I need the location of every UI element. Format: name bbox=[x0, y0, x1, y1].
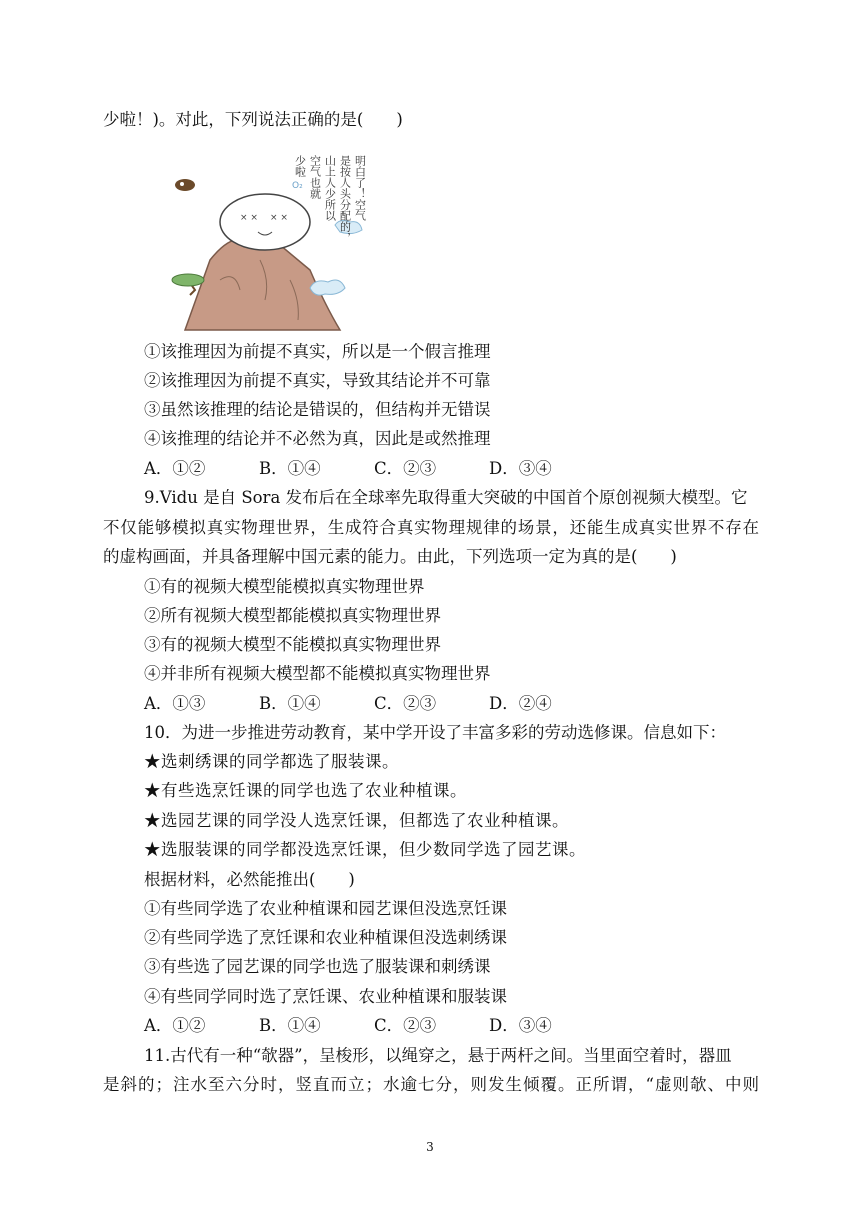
q10-fact-3: ★选园艺课的同学没人选烹饪课，但都选了农业种植课。 bbox=[144, 811, 569, 830]
q9-statement-2: ②所有视频大模型都能模拟真实物理世界 bbox=[144, 606, 441, 625]
q11-line-2: 是斜的；注水至六分时，竖直而立；水逾七分，则发生倾覆。正所谓，“虚则欹、中则 bbox=[103, 1075, 759, 1094]
q9-line-3: 的虚构画面，并具备理解中国元素的能力。由此，下列选项一定为真的是( ) bbox=[103, 547, 677, 566]
q10-option-d[interactable]: D．③④ bbox=[489, 1016, 552, 1035]
q8-statement-4: ④该推理的结论并不必然为真，因此是或然推理 bbox=[144, 429, 491, 448]
q9-option-d[interactable]: D．②④ bbox=[489, 694, 552, 713]
q10-question: 根据材料，必然能推出( ) bbox=[144, 870, 355, 889]
q9-option-c[interactable]: C．②③ bbox=[374, 694, 437, 713]
q8-statement-1: ①该推理因为前提不真实，所以是一个假言推理 bbox=[144, 342, 491, 361]
q8-option-b[interactable]: B．①④ bbox=[259, 459, 321, 478]
cartoon-caption-3: 山上人少所以 bbox=[323, 155, 337, 221]
q9-line-2: 不仅能够模拟真实物理世界，生成符合真实物理规律的场景，还能生成真实世界不存在 bbox=[103, 518, 759, 537]
cartoon-caption-4: 空气也就 bbox=[308, 155, 322, 199]
q9-statement-1: ①有的视频大模型能模拟真实物理世界 bbox=[144, 577, 425, 596]
q9-statement-4: ④并非所有视频大模型都不能模拟真实物理世界 bbox=[144, 664, 491, 683]
svg-text:× ×: × × bbox=[270, 213, 288, 223]
o2-label: O₂ bbox=[292, 181, 303, 191]
cartoon-caption-1: 明白了！空气 bbox=[353, 155, 367, 221]
page-number: 3 bbox=[426, 1140, 434, 1154]
q10-statement-1: ①有些同学选了农业种植课和园艺课但没选烹饪课 bbox=[144, 899, 507, 918]
q8-option-d[interactable]: D．③④ bbox=[489, 459, 552, 478]
cartoon-caption-2: 是按人头分配的， bbox=[338, 155, 352, 243]
q11-line-1: 11.古代有一种“欹器”，呈梭形，以绳穿之，悬于两杆之间。当里面空着时，器皿 bbox=[144, 1046, 732, 1065]
q10-options bbox=[144, 1016, 604, 1036]
q10-fact-2: ★有些选烹饪课的同学也选了农业种植课。 bbox=[144, 781, 467, 800]
q8-statement-3: ③虽然该推理的结论是错误的，但结构并无错误 bbox=[144, 400, 491, 419]
q10-statement-3: ③有些选了园艺课的同学也选了服装课和刺绣课 bbox=[144, 957, 491, 976]
q10-stem: 10．为进一步推进劳动教育，某中学开设了丰富多彩的劳动选修课。信息如下： bbox=[144, 723, 726, 742]
cartoon-illustration bbox=[140, 140, 375, 335]
q10-option-c[interactable]: C．②③ bbox=[374, 1016, 437, 1035]
q8-statement-2: ②该推理因为前提不真实，导致其结论并不可靠 bbox=[144, 371, 491, 390]
q10-option-a[interactable]: A．①② bbox=[144, 1016, 206, 1035]
q10-statement-4: ④有些同学同时选了烹饪课、农业种植课和服装课 bbox=[144, 987, 507, 1006]
q10-fact-4: ★选服装课的同学都没选烹饪课，但少数同学选了园艺课。 bbox=[144, 840, 586, 859]
q9-option-b[interactable]: B．①④ bbox=[259, 694, 321, 713]
q9-line-1: 9.Vidu 是自 Sora 发布后在全球率先取得重大突破的中国首个原创视频大模型。它 bbox=[144, 488, 748, 507]
q8-option-c[interactable]: C．②③ bbox=[374, 459, 437, 478]
q9-option-a[interactable]: A．①③ bbox=[144, 694, 206, 713]
intro-line: 少啦！)。对此，下列说法正确的是( ) bbox=[103, 110, 403, 129]
q9-statement-3: ③有的视频大模型不能模拟真实物理世界 bbox=[144, 635, 441, 654]
q10-fact-1: ★选刺绣课的同学都选了服装课。 bbox=[144, 752, 399, 771]
cartoon-caption-5: 少啦 bbox=[293, 155, 307, 177]
q10-statement-2: ②有些同学选了烹饪课和农业种植课但没选刺绣课 bbox=[144, 928, 507, 947]
svg-text:× ×: × × bbox=[240, 213, 258, 223]
q8-option-a[interactable]: A．①② bbox=[144, 459, 206, 478]
q10-option-b[interactable]: B．①④ bbox=[259, 1016, 321, 1035]
q9-options bbox=[144, 694, 604, 714]
q8-options bbox=[144, 459, 604, 479]
